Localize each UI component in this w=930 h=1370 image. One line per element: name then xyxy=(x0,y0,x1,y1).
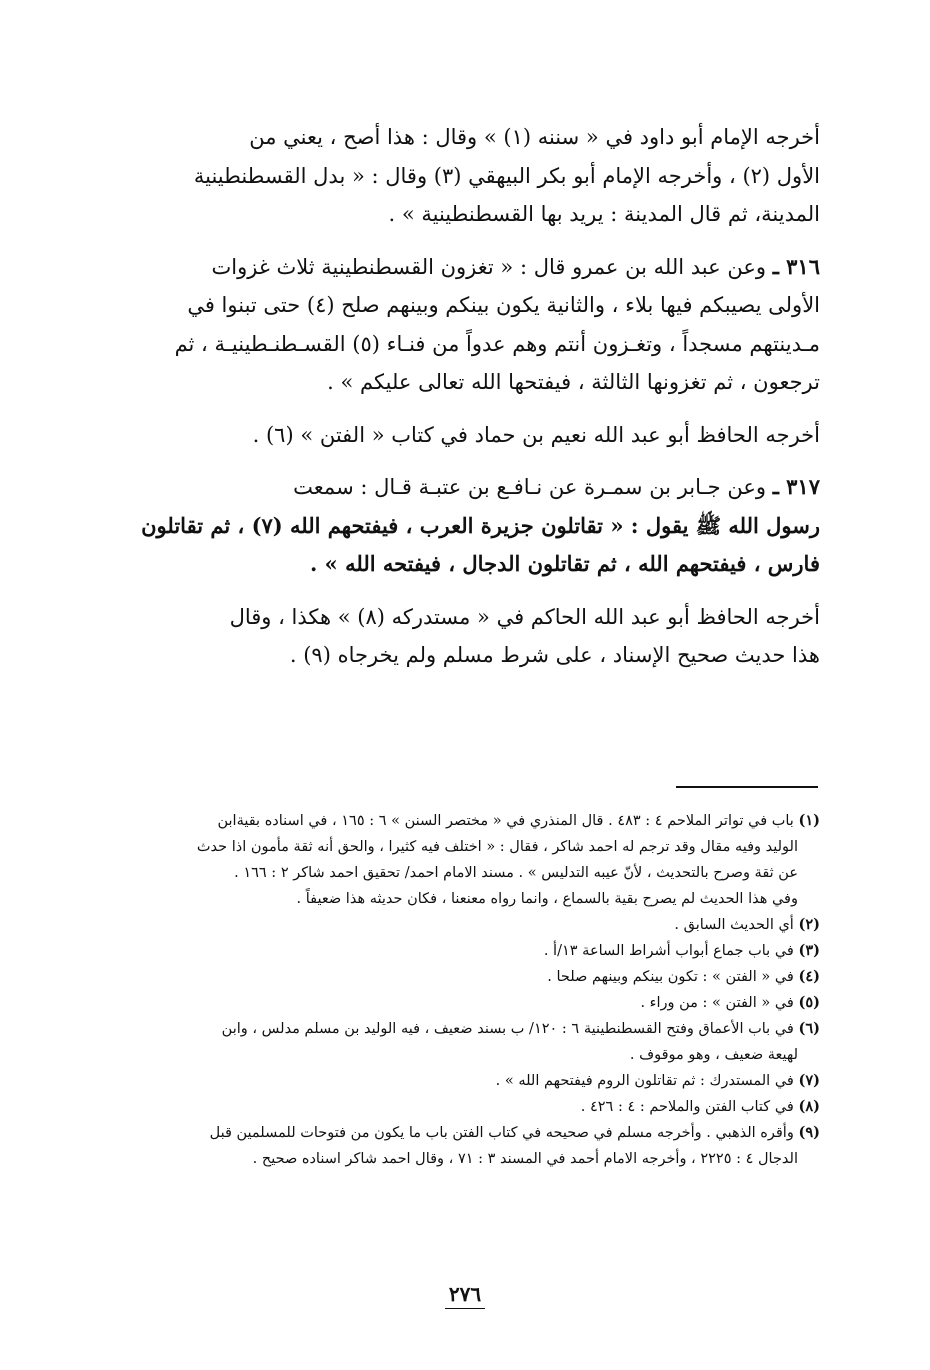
footnote-5 xyxy=(132,990,820,1016)
footnote-text: باب في تواتر الملاحم ٤ : ٤٨٣ . قال المنذري في « مختصر السنن » ٦ : ١٦٥ ، في اسناده بقيةابن xyxy=(217,813,794,829)
page-number xyxy=(0,1282,930,1306)
footnote-continuation: وفي هذا الحديث لم يصرح بقية بالسماع ، وانما رواه معنعنا ، فكان حديثه هذا ضعيفاً . xyxy=(296,891,798,907)
text-line xyxy=(132,248,820,287)
hadith-316 xyxy=(132,248,820,402)
footnote-number: (٥) xyxy=(798,994,820,1011)
footnote-text: أي الحديث السابق . xyxy=(674,917,794,933)
text-line: الأول (٢) ، وأخرجه الإمام أبو بكر البيهقي (٣) وقال : « بدل القسطنطينية xyxy=(193,163,820,188)
text-line: أخرجه الحافظ أبو عبد الله الحاكم في « مستدركه (٨) » هكذا ، وقال xyxy=(229,604,820,629)
text-line-content: وعن جـابر بن سمـرة عن نـافـع بن عتبـة قـال : سمعت xyxy=(293,475,766,499)
footnote-number: (١) xyxy=(798,812,820,829)
footnote-number: (٢) xyxy=(798,916,820,933)
footnote-text: في باب جماع أبواب أشراط الساعة ١٣/أ . xyxy=(543,943,794,959)
footnote-9 xyxy=(132,1120,820,1172)
hadith-number: ٣١٧ ـ xyxy=(772,474,820,499)
footnote-number: (٨) xyxy=(798,1098,820,1115)
footnotes xyxy=(132,808,820,1172)
text-line xyxy=(132,468,820,507)
footnote-number: (٩) xyxy=(798,1124,820,1141)
text-line: رسول الله ﷺ يقول : « تقاتلون جزيرة العرب ، فيفتحهم الله (٧) ، ثم تقاتلون xyxy=(141,512,820,538)
footnote-number: (٧) xyxy=(798,1072,820,1089)
footnote-text: وأقره الذهبي . وأخرجه مسلم في صحيحه في كتاب الفتن باب ما يكون من فتوحات للمسلمين قبل xyxy=(209,1125,794,1141)
paragraph-5 xyxy=(132,598,820,675)
footnote-6 xyxy=(132,1016,820,1068)
footnote-continuation: الوليد وفيه مقال وقد ترجم له احمد شاكر ، فقال : « اختلف فيه كثيرا ، والحق أنه ثقة مأمون اذا حدث xyxy=(196,839,798,855)
footnote-text: في المستدرك : ثم تقاتلون الروم فيفتحهم الله » . xyxy=(495,1073,794,1089)
text-line: أخرجه الإمام أبو داود في « سننه (١) » وقال : هذا أصح ، يعني من xyxy=(249,125,820,149)
footnote-number: (٣) xyxy=(798,942,820,959)
footnote-text: في كتاب الفتن والملاحم : ٤ : ٤٢٦ . xyxy=(580,1099,794,1115)
footnote-7 xyxy=(132,1068,820,1094)
footnote-3 xyxy=(132,938,820,964)
paragraph-1 xyxy=(132,118,820,234)
footnote-4 xyxy=(132,964,820,990)
footnote-8 xyxy=(132,1094,820,1120)
footnote-2 xyxy=(132,912,820,938)
footnote-continuation: عن ثقة وصرح بالتحديث ، لأنّ عيبه التدليس » . مسند الامام احمد/ تحقيق احمد شاكر ٢ : ١٦٦ . xyxy=(234,865,798,881)
hadith-317 xyxy=(132,468,820,584)
hadith-number: ٣١٦ ـ xyxy=(772,253,820,279)
footnote-text: في « الفتن » : من وراء . xyxy=(640,995,794,1011)
paragraph-3 xyxy=(132,416,820,455)
footnote-continuation: لهيعة ضعيف ، وهو موقوف . xyxy=(629,1047,798,1063)
text-line: هذا حديث صحيح الإسناد ، على شرط مسلم ولم يخرجاه (٩) . xyxy=(289,643,820,667)
text-line: ترجعون ، ثم تغزونها الثالثة ، فيفتحها الله تعالى عليكم » . xyxy=(327,370,820,394)
footnote-continuation: الدجال ٤ : ٢٢٢٥ ، وأخرجه الامام أحمد في المسند ٣ : ٧١ ، وقال احمد شاكر اسناده صحيح . xyxy=(252,1151,798,1167)
text-line-content: وعن عبد الله بن عمرو قال : « تغزون القسطنطينية ثلاث غزوات xyxy=(211,254,766,279)
text-line: أخرجه الحافظ أبو عبد الله نعيم بن حماد في كتاب « الفتن » (٦) . xyxy=(252,422,820,447)
footnote-separator xyxy=(676,786,818,788)
main-text xyxy=(132,118,820,689)
footnote-number: (٦) xyxy=(798,1020,820,1037)
page-number-text: ٢٧٦ xyxy=(445,1282,485,1309)
footnote-1 xyxy=(132,808,820,912)
text-line: الأولى يصيبكم فيها بلاء ، والثانية يكون بينكم وبينهم صلح (٤) حتى تبنوا في xyxy=(187,293,820,317)
text-line: المدينة، ثم قال المدينة : يريد بها القسطنطينية » . xyxy=(388,202,820,226)
footnote-text: في باب الأعماق وفتح القسطنطينية ٦ : ١٢٠/ ب بسند ضعيف ، فيه الوليد بن مسلم مدلس ، وابن xyxy=(221,1021,794,1037)
text-line: فارس ، فيفتحهم الله ، ثم تقاتلون الدجال ، فيفتحه الله » . xyxy=(310,551,820,576)
footnote-text: في « الفتن » : تكون بينكم وبينهم صلحا . xyxy=(547,969,794,985)
footnote-number: (٤) xyxy=(798,968,820,985)
text-line: مـدينتهم مسجداً ، وتغـزون أنتم وهم عدواً من فنـاء (٥) القسـطنـطينيـة ، ثم xyxy=(174,331,820,356)
